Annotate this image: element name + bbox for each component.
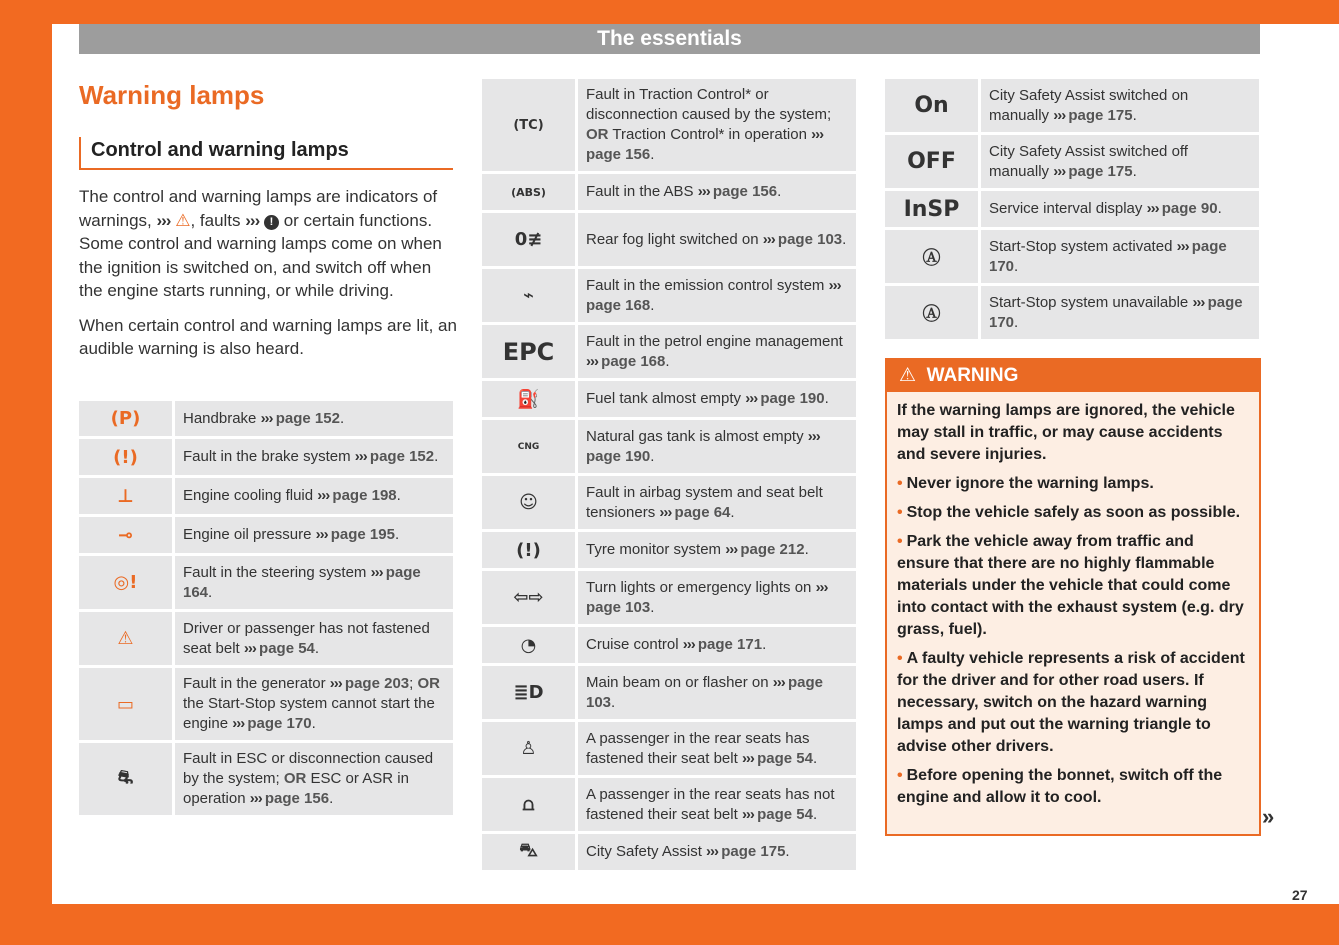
rear-seatbelt-unfastened-icon: ⩍	[522, 794, 535, 815]
description-punct: .	[842, 230, 847, 248]
lamp-row	[79, 401, 453, 436]
icon-cell	[482, 325, 575, 378]
ref-arrows: ›››	[697, 183, 713, 200]
page-reference: page 54	[757, 749, 813, 767]
lamp-row	[482, 722, 856, 775]
lamp-row	[885, 191, 1259, 227]
page-reference: page 54	[757, 805, 813, 823]
steering-fault-icon: ◎!	[113, 572, 138, 593]
page-reference: page 175	[1068, 162, 1133, 180]
lamp-description	[981, 79, 1259, 132]
icon-cell	[482, 213, 575, 266]
description-text: Tyre monitor system	[586, 541, 726, 558]
lamp-description	[175, 439, 453, 475]
description-punct: ;	[409, 675, 418, 692]
ref-arrows: ›››	[1176, 237, 1192, 255]
bullet-text: Stop the vehicle safely as soon as possible.	[906, 504, 1241, 521]
page-reference: page 170	[989, 237, 1227, 275]
description-punct: .	[650, 296, 655, 314]
lamp-description	[578, 532, 856, 568]
page-reference: page 175	[1068, 106, 1133, 124]
bullet-icon: •	[897, 650, 903, 667]
lamp-row	[79, 668, 453, 740]
lamp-row	[482, 476, 856, 529]
description-text: the Start-Stop system cannot start the engine	[183, 695, 435, 732]
lamp-row	[482, 571, 856, 624]
lamp-row	[482, 325, 856, 378]
intro-text	[79, 185, 459, 372]
page-reference: page 152	[369, 448, 435, 465]
lamp-table-right	[885, 79, 1259, 339]
fuel-icon: ⛽	[517, 388, 540, 410]
description-text: City Safety Assist	[586, 843, 707, 860]
lamp-description	[175, 612, 453, 665]
page-reference: page 190	[586, 447, 651, 465]
ref-arrows: ›››	[745, 390, 761, 407]
lamp-row	[885, 135, 1259, 188]
description-text: Service interval display	[989, 200, 1147, 217]
ref-arrows: ›››	[249, 790, 265, 807]
warning-bullet	[897, 531, 1247, 641]
ref-arrows: ›››	[725, 541, 741, 558]
engine-icon: ⌁	[523, 285, 534, 306]
description-punct: .	[824, 390, 829, 407]
lamp-description	[578, 420, 856, 473]
lamp-description	[175, 478, 453, 514]
icon-cell	[482, 381, 575, 417]
description-text: Traction Control* in operation	[608, 126, 812, 143]
traction-control-icon: (TC)	[513, 117, 544, 133]
icon-cell	[482, 834, 575, 870]
page-reference: page 54	[259, 639, 315, 657]
intro-text-start: The control and warning lamps are indicators of warnings,	[79, 187, 438, 230]
inspection-icon: InSP	[903, 196, 960, 222]
lamp-description	[578, 571, 856, 624]
page-reference: page 152	[275, 409, 340, 427]
icon-cell	[79, 668, 172, 740]
page-reference: page 168	[601, 352, 666, 370]
ref-arrows: ›››	[243, 639, 260, 657]
icon-cell	[79, 612, 172, 665]
tyre-pressure-icon: (!)	[516, 539, 541, 561]
icon-cell	[482, 476, 575, 529]
description-text: Start-Stop system activated	[989, 237, 1177, 255]
description-text: City Safety Assist switched on manually	[989, 86, 1189, 124]
ref-arrows: ›››	[260, 409, 276, 427]
lamp-row	[482, 79, 856, 171]
city-safety-on-icon: On	[914, 93, 949, 118]
icon-cell	[885, 79, 978, 132]
oil-can-icon: ⊸	[117, 524, 134, 546]
warning-header	[887, 360, 1259, 392]
cruise-control-icon: ◔	[520, 634, 537, 656]
description-text: Fault in airbag system and seat belt tensioners	[586, 483, 823, 521]
description-punct: .	[665, 352, 670, 370]
ref-arrows: ›››	[706, 843, 722, 860]
ref-arrows: ›››	[815, 578, 828, 596]
description-punct: .	[730, 503, 735, 521]
icon-cell	[79, 743, 172, 815]
icon-cell	[79, 517, 172, 553]
ref-arrows: ›››	[682, 636, 698, 653]
description-punct: .	[208, 583, 213, 601]
description-text: Fault in the emission control system	[586, 276, 829, 294]
city-safety-off-icon: OFF	[907, 149, 956, 174]
battery-icon: ▭	[116, 693, 134, 715]
icon-cell	[885, 286, 978, 339]
ref-arrows: ›››	[762, 230, 778, 248]
icon-cell	[482, 722, 575, 775]
intro-text-end: or certain functions. Some control and warning lamps come on when the ignition is switched on, and switch off when the engine starts running, or while driving.	[79, 210, 442, 300]
warning-intro: If the warning lamps are ignored, the vehicle may stall in traffic, or may cause accidents and severe injuries.	[897, 402, 1235, 463]
brake-fault-icon: (!)	[113, 446, 138, 468]
main-beam-icon: ≣D	[513, 682, 544, 703]
description-text: Cruise control	[586, 636, 683, 653]
warning-triangle-icon: ⚠	[899, 365, 917, 386]
lamp-row	[482, 174, 856, 210]
lamp-row	[885, 286, 1259, 339]
description-punct: .	[1132, 106, 1137, 124]
abs-icon: (ABS)	[511, 185, 546, 199]
ref-arrows: ›››	[811, 126, 824, 143]
or-keyword: OR	[586, 126, 609, 143]
lamp-description	[175, 401, 453, 436]
lamp-description	[578, 79, 856, 171]
ref-arrows: ›››	[828, 276, 841, 294]
description-punct: .	[314, 639, 320, 657]
description-text: Fault in the brake system	[183, 448, 355, 465]
lamp-row	[482, 666, 856, 719]
page-reference: page 198	[332, 487, 397, 504]
page-reference: page 190	[760, 390, 825, 407]
lamp-row	[885, 230, 1259, 283]
description-text: Start-Stop system unavailable	[989, 293, 1193, 311]
warning-bullet	[897, 648, 1247, 758]
lamp-row	[79, 743, 453, 815]
lamp-row	[482, 269, 856, 322]
description-punct: .	[1014, 257, 1019, 275]
icon-cell	[885, 191, 978, 227]
description-text: Fault in ESC or disconnection caused by the system;	[183, 750, 434, 787]
icon-cell	[79, 478, 172, 514]
description-text: Fault in the ABS	[586, 183, 698, 200]
icon-cell	[885, 230, 978, 283]
ref-arrows: ›››	[659, 503, 675, 521]
intro-paragraph-1	[79, 185, 459, 303]
description-text: Rear fog light switched on	[586, 230, 763, 248]
or-keyword: OR	[283, 770, 307, 787]
description-punct: .	[611, 693, 616, 711]
page-reference: page 103	[586, 598, 651, 616]
description-punct: .	[650, 447, 655, 465]
page-reference: page 156	[712, 183, 778, 200]
lamp-row	[482, 420, 856, 473]
description-text: Fault in the petrol engine management	[586, 332, 843, 350]
page-reference: page 170	[247, 715, 312, 732]
page-reference: page 212	[740, 541, 805, 558]
icon-cell	[482, 174, 575, 210]
warning-heading: WARNING	[926, 365, 1019, 386]
description-text: Fault in the steering system	[183, 563, 371, 581]
description-text: Driver or passenger has not fastened seat belt	[183, 619, 430, 657]
coolant-icon: ⊥	[117, 485, 134, 507]
ref-arrows: ›››	[329, 675, 345, 692]
bullet-text: Never ignore the warning lamps.	[906, 475, 1154, 492]
continue-arrow-icon: »	[1262, 804, 1275, 829]
page-reference: page 203	[344, 675, 410, 692]
description-punct: .	[329, 790, 334, 807]
lamp-row	[482, 778, 856, 831]
lamp-description	[578, 213, 856, 266]
description-text: Fuel tank almost empty	[586, 390, 746, 407]
description-text: ESC or ASR in operation	[183, 770, 409, 807]
lamp-description	[578, 627, 856, 663]
ref-arrows: ›››	[772, 673, 788, 691]
description-punct: .	[339, 409, 345, 427]
icon-cell	[482, 79, 575, 171]
ref-arrows: ›››	[317, 487, 333, 504]
bullet-text: Park the vehicle away from traffic and ensure that there are no highly flammable materials under the vehicle that could come into contact with the exhaust system (e.g. dry grass, fuel).	[897, 533, 1244, 638]
section-header: The essentials	[79, 24, 1260, 54]
ref-arrows: ›››	[586, 352, 602, 370]
lamp-description	[578, 325, 856, 378]
ref-arrows: ›››	[245, 210, 260, 230]
ref-arrows: ›››	[741, 805, 758, 823]
description-text: Engine oil pressure	[183, 526, 316, 543]
lamp-description	[175, 517, 453, 553]
description-punct: .	[1132, 162, 1137, 180]
ref-arrows: ›››	[354, 448, 370, 465]
airbag-icon: ☺	[519, 492, 538, 513]
ref-arrows: ›››	[315, 526, 331, 543]
intro-text-mid: , faults	[190, 210, 246, 230]
description-text: A passenger in the rear seats has fastened their seat belt	[586, 729, 810, 767]
lamp-description	[981, 230, 1259, 283]
lamp-description	[578, 476, 856, 529]
start-stop-unavailable-icon: Ⓐ	[922, 303, 941, 325]
seatbelt-icon: ⚠	[117, 628, 134, 649]
lamp-row	[482, 381, 856, 417]
lamp-description	[175, 556, 453, 609]
description-text: Main beam on or flasher on	[586, 673, 773, 691]
lamp-table-left	[79, 401, 453, 815]
ref-arrows: ›››	[741, 749, 758, 767]
icon-cell	[482, 420, 575, 473]
fault-icon: !	[264, 215, 279, 230]
start-stop-active-icon: Ⓐ	[922, 247, 941, 269]
description-punct: .	[311, 715, 316, 732]
lamp-row	[79, 517, 453, 553]
description-punct: .	[812, 749, 818, 767]
lamp-description	[981, 135, 1259, 188]
description-punct: .	[785, 843, 790, 860]
lamp-description	[175, 668, 453, 740]
epc-icon: EPC	[502, 337, 555, 366]
description-punct: .	[650, 598, 655, 616]
warning-body	[887, 392, 1259, 809]
lamp-description	[981, 191, 1259, 227]
lamp-description	[175, 743, 453, 815]
lamp-description	[981, 286, 1259, 339]
ref-arrows: ›››	[1146, 200, 1162, 217]
bullet-icon: •	[897, 504, 903, 521]
lamp-row	[79, 556, 453, 609]
page-reference: page 195	[330, 526, 395, 543]
page-reference: page 168	[586, 296, 651, 314]
description-text: City Safety Assist switched off manually	[989, 142, 1188, 180]
esc-icon: ⛐	[117, 767, 134, 788]
description-text: Handbrake	[183, 409, 261, 427]
ref-arrows: ›››	[1053, 162, 1069, 180]
icon-cell	[482, 627, 575, 663]
lamp-row	[482, 532, 856, 568]
description-punct: .	[777, 183, 782, 200]
page-number: 27	[1292, 887, 1308, 903]
bullet-icon: •	[897, 767, 903, 784]
description-text: Engine cooling fluid	[183, 487, 318, 504]
icon-cell	[79, 439, 172, 475]
lamp-description	[578, 381, 856, 417]
warning-bullet	[897, 765, 1247, 809]
page-reference: page 164	[183, 563, 421, 601]
lamp-row	[482, 213, 856, 266]
lamp-description	[578, 269, 856, 322]
bullet-text: A faulty vehicle represents a risk of accident for the driver and for other road users. If necessary, switch on the hazard warning lamps and put out the warning triangle to advise other drivers.	[897, 650, 1245, 755]
ref-arrows: ›››	[807, 427, 820, 445]
page-reference: page 171	[697, 636, 763, 653]
cng-icon: CNG	[517, 441, 540, 452]
ref-arrows: ›››	[156, 210, 171, 230]
bullet-icon: •	[897, 533, 903, 550]
description-text: Fault in the generator	[183, 675, 330, 692]
description-punct: .	[396, 487, 401, 504]
city-safety-icon: ⛍	[519, 840, 538, 861]
page-title: Warning lamps	[79, 80, 265, 110]
lamp-description	[578, 174, 856, 210]
icon-cell	[482, 269, 575, 322]
description-text: Fault in Traction Control* or disconnection caused by the system;	[586, 86, 832, 123]
icon-cell	[482, 571, 575, 624]
ref-arrows: ›››	[232, 715, 248, 732]
lamp-row	[885, 79, 1259, 132]
ref-arrows: ›››	[1192, 293, 1208, 311]
lamp-row	[482, 627, 856, 663]
lamp-row	[79, 612, 453, 665]
description-text: A passenger in the rear seats has not fastened their seat belt	[586, 785, 835, 823]
icon-cell	[482, 666, 575, 719]
description-punct: .	[762, 636, 767, 653]
bullet-text: Before opening the bonnet, switch off the engine and allow it to cool.	[897, 767, 1223, 806]
icon-cell	[482, 532, 575, 568]
turn-signal-icon: ⇦⇨	[513, 587, 544, 608]
lamp-row	[79, 478, 453, 514]
section-subtitle: Control and warning lamps	[79, 137, 453, 170]
brake-p-icon: (P)	[110, 408, 141, 429]
rear-fog-icon: 0≢	[514, 229, 543, 250]
ref-arrows: ›››	[370, 563, 386, 581]
warning-bullet	[897, 473, 1247, 495]
or-keyword: OR	[417, 675, 440, 692]
description-punct: .	[1014, 313, 1019, 331]
rear-seatbelt-fastened-icon: ♙	[520, 738, 537, 759]
page-reference: page 156	[264, 790, 330, 807]
page-reference: page 103	[777, 230, 843, 248]
intro-paragraph-2: When certain control and warning lamps are lit, an audible warning is also heard.	[79, 315, 457, 358]
description-punct: .	[394, 526, 400, 543]
description-text: Natural gas tank is almost empty	[586, 427, 808, 445]
lamp-description	[578, 834, 856, 870]
description-punct: .	[1217, 200, 1222, 217]
page-reference: page 90	[1161, 200, 1218, 217]
icon-cell	[79, 556, 172, 609]
description-punct: .	[812, 805, 818, 823]
warning-bullet	[897, 502, 1247, 524]
page-reference: page 170	[989, 293, 1243, 331]
lamp-table-middle	[482, 79, 856, 870]
description-punct: .	[434, 448, 439, 465]
description-text: Turn lights or emergency lights on	[586, 578, 816, 596]
lamp-row	[482, 834, 856, 870]
description-punct: .	[804, 541, 809, 558]
icon-cell	[79, 401, 172, 436]
warning-triangle-icon: ⚠	[175, 210, 191, 230]
icon-cell	[885, 135, 978, 188]
lamp-description	[578, 666, 856, 719]
page-reference: page 64	[674, 503, 731, 521]
lamp-description	[578, 722, 856, 775]
ref-arrows: ›››	[1053, 106, 1069, 124]
page-reference: page 103	[586, 673, 823, 711]
description-punct: .	[650, 146, 655, 163]
page-reference: page 175	[721, 843, 786, 860]
bullet-icon: •	[897, 475, 903, 492]
lamp-row	[79, 439, 453, 475]
icon-cell	[482, 778, 575, 831]
warning-box	[885, 358, 1261, 836]
page-reference: page 156	[586, 146, 651, 163]
lamp-description	[578, 778, 856, 831]
